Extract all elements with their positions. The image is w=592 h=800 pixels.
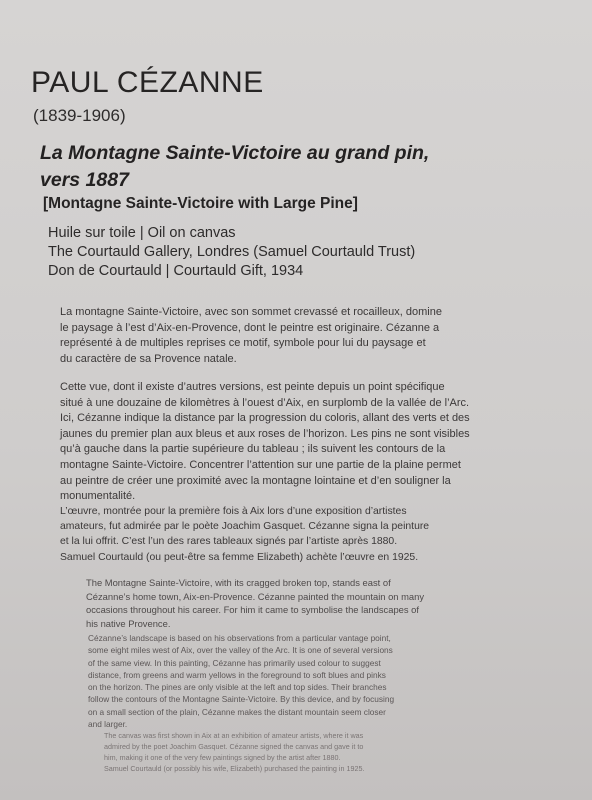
artwork-title-fr-line: La Montagne Sainte-Victoire au grand pin, bbox=[40, 142, 430, 164]
text-line: Samuel Courtauld (or possibly his wife, Elizabeth) purchased the painting in 1925. bbox=[104, 764, 365, 773]
text-line: et la lui offrit. C’est l’un des rares tableaux signés par l’artiste après 1880. bbox=[60, 536, 398, 548]
text-line: montagne Sainte-Victoire. Concentrer l’attention sur une partie de la plaine permet bbox=[60, 458, 461, 471]
text-line: situé à une douzaine de kilomètres à l’ouest d’Aix, en surplomb de la vallée de l’Arc. bbox=[60, 396, 470, 409]
text-line: au peintre de créer une proximité avec la montagne lointaine et d’en souligner la bbox=[60, 474, 451, 487]
text-line: L’œuvre, montrée pour la première fois à Aix lors d’une exposition d’artistes bbox=[60, 506, 407, 517]
artwork-title-fr-line: vers 1887 bbox=[40, 169, 129, 191]
text-line: of the same view. In this painting, Cézanne has primarily used colour to suggest bbox=[88, 657, 381, 668]
description-fr-paragraph-1 bbox=[60, 305, 442, 367]
text-line: jaunes du premier plan aux bleus et aux roses de l’horizon. Les pins ne sont visibles bbox=[60, 427, 470, 440]
text-line: and larger. bbox=[88, 719, 128, 730]
text-line: représenté à de multiples reprises ce motif, symbole pour lui du paysage et bbox=[60, 337, 426, 350]
text-line: amateurs, fut admirée par le poète Joachim Gasquet. Cézanne signa la peinture bbox=[60, 521, 430, 533]
artwork-details bbox=[48, 224, 415, 281]
description-en-paragraph-1 bbox=[86, 576, 424, 630]
text-line: Samuel Courtauld (ou peut-être sa femme Elizabeth) achète l’œuvre en 1925. bbox=[60, 551, 419, 563]
text-line: some eight miles west of Aix, over the valley of the Arc. It is one of several versions bbox=[88, 645, 393, 656]
description-fr-paragraph-2 bbox=[60, 380, 470, 505]
description-en-paragraph-3 bbox=[104, 730, 365, 774]
text-line: on a small section of the plain, Cézanne makes the distant mountain seem closer bbox=[88, 706, 386, 717]
text-line: on the horizon. The pines are only visible at the left and top sides. Their branches bbox=[88, 682, 387, 693]
collection-line: The Courtauld Gallery, Londres (Samuel Courtauld Trust) bbox=[48, 244, 416, 260]
text-line: him, making it one of the very few paintings signed by the artist after 1880. bbox=[104, 753, 341, 762]
medium-line: Huile sur toile | Oil on canvas bbox=[48, 225, 236, 241]
text-line: du caractère de sa Provence natale. bbox=[60, 352, 237, 365]
text-line: distance, from greens and warm yellows in the foreground to soft blues and pinks bbox=[88, 669, 386, 680]
artist-name: PAUL CÉZANNE bbox=[31, 66, 264, 99]
description-en-paragraph-2 bbox=[88, 632, 394, 730]
text-line: Cette vue, dont il existe d’autres versions, est peinte depuis un point spécifique bbox=[60, 381, 445, 393]
description-fr-paragraph-3 bbox=[60, 504, 429, 565]
artist-dates: (1839-1906) bbox=[33, 106, 126, 125]
artwork-title-fr bbox=[40, 140, 429, 194]
text-line: The Montagne Sainte-Victoire, with its cragged broken top, stands east of bbox=[86, 577, 391, 588]
text-line: his native Provence. bbox=[86, 617, 171, 629]
provenance-line: Don de Courtauld | Courtauld Gift, 1934 bbox=[48, 263, 304, 279]
text-line: qu’à gauche dans la partie supérieure du tableau ; ils suivent les contours de la bbox=[60, 443, 446, 456]
text-line: Ici, Cézanne indique la distance par la progression du coloris, allant des verts et des bbox=[60, 412, 470, 425]
text-line: follow the contours of the Montagne Sainte-Victoire. By this device, and by focusing bbox=[88, 694, 395, 705]
text-line: monumentalité. bbox=[60, 490, 136, 503]
artwork-title-en: [Montagne Sainte-Victoire with Large Pine] bbox=[43, 195, 358, 212]
text-line: admired by the poet Joachim Gasquet. Cézanne signed the canvas and gave it to bbox=[104, 742, 364, 751]
text-line: Cézanne’s landscape is based on his observations from a particular vantage point, bbox=[88, 633, 391, 643]
text-line: The canvas was first shown in Aix at an exhibition of amateur artists, where it was bbox=[104, 731, 364, 740]
text-line: le paysage à l’est d’Aix-en-Provence, dont le peintre est originaire. Cézanne a bbox=[60, 321, 440, 334]
text-line: occasions throughout his career. For him it came to symbolise the landscapes of bbox=[86, 604, 419, 615]
text-line: La montagne Sainte-Victoire, avec son sommet crevassé et rocailleux, domine bbox=[60, 306, 442, 318]
text-line: Cézanne’s home town, Aix-en-Provence. Cézanne painted the mountain on many bbox=[86, 590, 425, 602]
